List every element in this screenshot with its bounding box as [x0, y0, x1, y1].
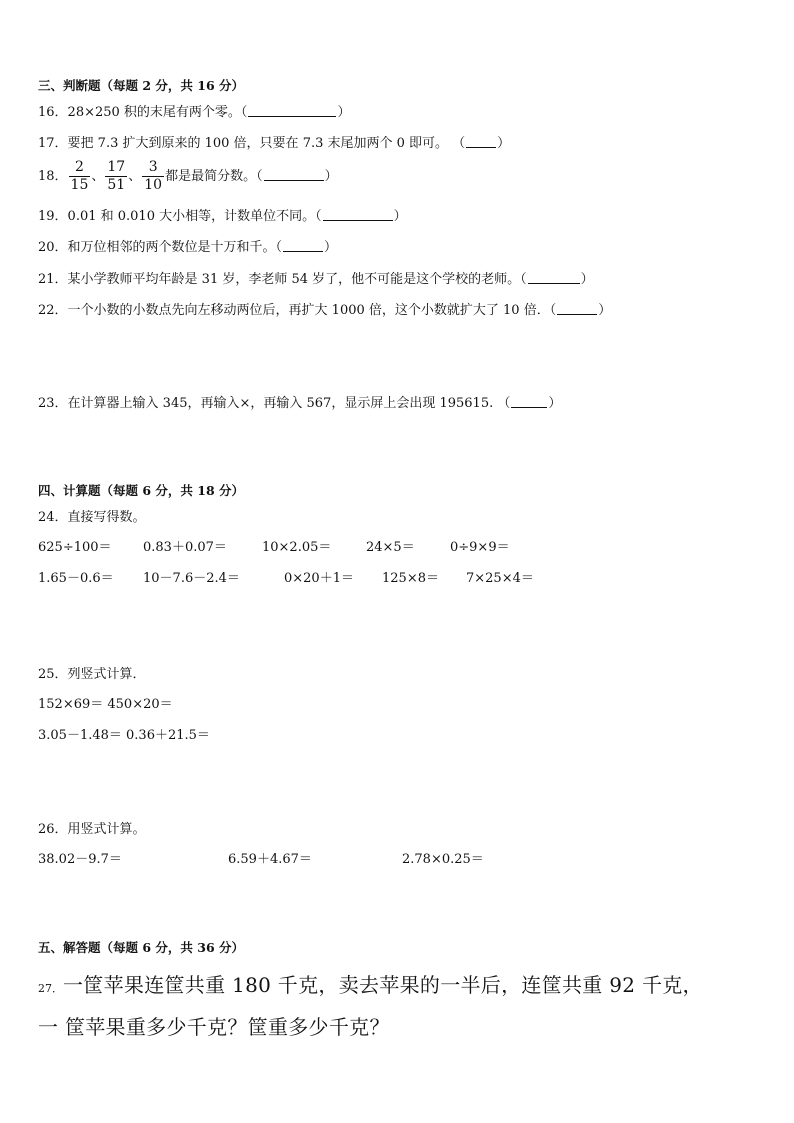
question-17-text: 17．要把 7.3 扩大到原来的 100 倍，只要在 7.3 末尾加两个 0 即可。 （	[38, 136, 466, 151]
question-20: 20．和万位相邻的两个数位是十万和千。（ ）	[38, 240, 338, 255]
question-24: 24．直接写得数。	[38, 510, 146, 525]
answer-blank-20[interactable]	[283, 239, 323, 252]
question-25-line-2: 3.05－1.48＝ 0.36＋21.5＝	[38, 728, 210, 743]
answer-blank-18[interactable]	[264, 168, 324, 181]
question-22-text: 22．一个小数的小数点先向左移动两位后，再扩大 1000 倍，这个小数就扩大了 10 倍．（	[38, 303, 557, 318]
question-22: 22．一个小数的小数点先向左移动两位后，再扩大 1000 倍，这个小数就扩大了 10 倍．（ ）	[38, 303, 612, 318]
fraction-3-10: $\frac{3}{10}$	[144, 159, 163, 193]
calc-0-div-9-times-9: 0÷9×9＝	[450, 540, 510, 555]
question-20-text: 20．和万位相邻的两个数位是十万和千。（	[38, 240, 283, 255]
question-18: 18． $\frac{2}{15}$ 、 $\frac{17}{51}$ 、 $\frac{3}{10}$ 都是最简分数。（ ）	[38, 159, 338, 193]
question-21: 21．某小学教师平均年龄是 31 岁，李老师 54 岁了，他不可能是这个学校的老师。（ ）	[38, 272, 594, 287]
section-4-title: 四、计算题（每题 6 分，共 18 分）	[38, 483, 245, 498]
calc-10-minus-7.6-minus-2.4: 10－7.6－2.4＝	[143, 571, 240, 586]
question-18-suffix: 都是最简分数。（	[165, 169, 263, 184]
calc-6.59-plus-4.67: 6.59＋4.67＝	[228, 852, 312, 867]
question-23-text: 23．在计算器上输入 345，再输入×，再输入 567，显示屏上会出现 195615. （	[38, 396, 511, 411]
calc-24-times-5: 24×5＝	[366, 540, 415, 555]
calc-10-times-2.05: 10×2.05＝	[262, 540, 332, 555]
calc-7-times-25-times-4: 7×25×4＝	[466, 571, 534, 586]
answer-blank-16[interactable]	[248, 104, 336, 117]
answer-blank-19[interactable]	[323, 208, 393, 221]
calc-0.83-plus-0.07: 0.83＋0.07＝	[143, 540, 227, 555]
fraction-2-15: $\frac{2}{15}$	[70, 159, 89, 193]
question-27-text-1: 一筐苹果连筐共重 180 千克，卖去苹果的一半后，连筐共重 92 千克，	[63, 973, 703, 997]
question-21-text: 21．某小学教师平均年龄是 31 岁，李老师 54 岁了，他不可能是这个学校的老师。（	[38, 272, 527, 287]
calc-125-times-8: 125×8＝	[382, 571, 439, 586]
question-16: 16．28×250 积的末尾有两个零。（ ）	[38, 105, 351, 120]
question-18-prefix: 18．	[38, 169, 68, 184]
calc-2.78-times-0.25: 2.78×0.25＝	[402, 852, 484, 867]
question-19: 19．0.01 和 0.010 大小相等，计数单位不同。（ ）	[38, 209, 407, 224]
answer-blank-22[interactable]	[557, 302, 597, 315]
section-5-title: 五、解答题（每题 6 分，共 36 分）	[38, 940, 245, 955]
answer-blank-21[interactable]	[528, 271, 580, 284]
question-19-text: 19．0.01 和 0.010 大小相等，计数单位不同。（	[38, 209, 322, 224]
calc-38.02-minus-9.7: 38.02－9.7＝	[38, 852, 122, 867]
question-27-line-1	[38, 972, 703, 1002]
question-27-number: 27．	[38, 982, 63, 995]
question-25: 25．列竖式计算．	[38, 667, 146, 682]
question-16-text: 16．28×250 积的末尾有两个零。（	[38, 105, 248, 120]
question-23: 23．在计算器上输入 345，再输入×，再输入 567，显示屏上会出现 195615. （ ）	[38, 396, 562, 411]
answer-blank-23[interactable]	[511, 395, 547, 408]
fraction-17-51: $\frac{17}{51}$	[107, 159, 126, 193]
calc-0-times-20-plus-1: 0×20＋1＝	[284, 571, 354, 586]
question-25-line-1: 152×69＝ 450×20＝	[38, 697, 173, 712]
calc-1.65-minus-0.6: 1.65－0.6＝	[38, 571, 114, 586]
question-26: 26．用竖式计算。	[38, 822, 146, 837]
question-27-line-2: 一 筐苹果重多少千克？筐重多少千克？	[38, 1015, 390, 1039]
calc-625-div-100: 625÷100＝	[38, 540, 112, 555]
section-3-title: 三、判断题（每题 2 分，共 16 分）	[38, 78, 245, 93]
answer-blank-17[interactable]	[466, 135, 496, 148]
question-17: 17．要把 7.3 扩大到原来的 100 倍，只要在 7.3 末尾加两个 0 即可。 （ ）	[38, 136, 511, 151]
